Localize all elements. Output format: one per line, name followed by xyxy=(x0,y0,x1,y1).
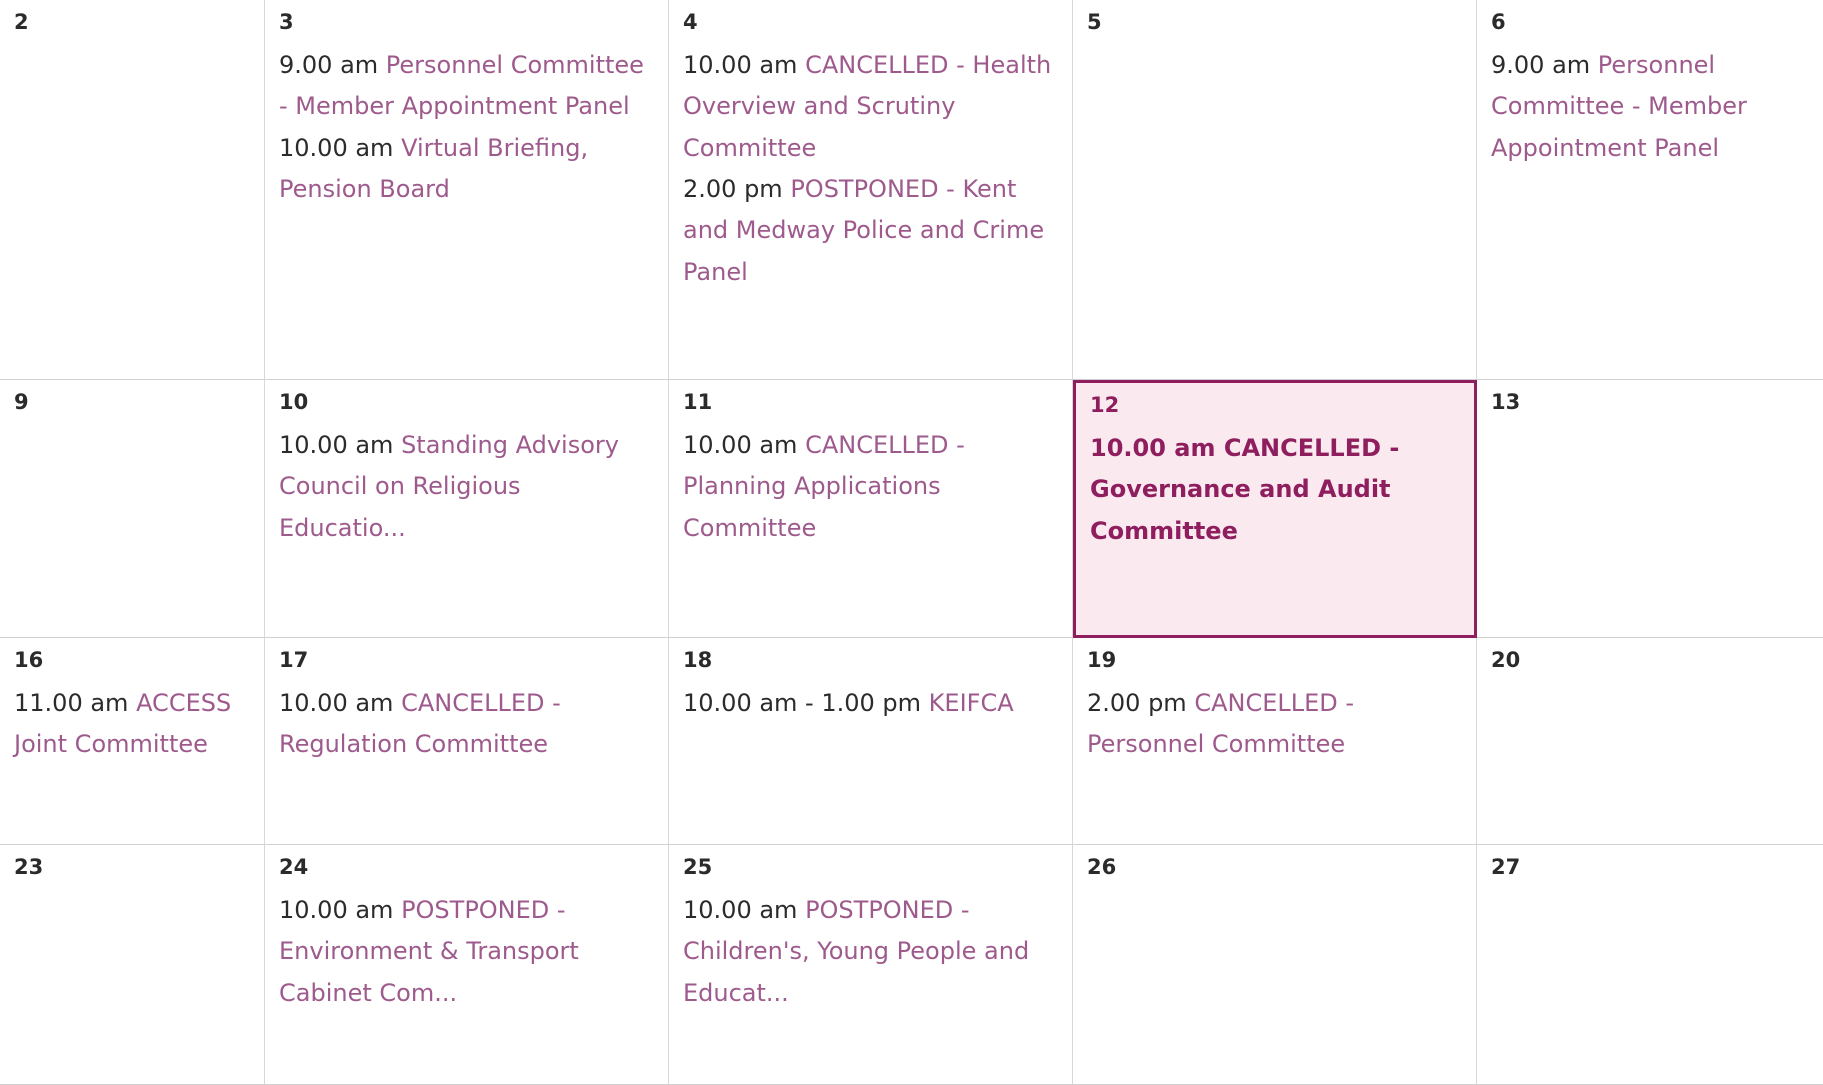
calendar-week-row xyxy=(0,380,1823,638)
calendar-day-cell[interactable] xyxy=(265,638,669,845)
day-number: 11 xyxy=(683,390,713,414)
day-number: 24 xyxy=(279,855,309,879)
calendar-week-row xyxy=(0,845,1823,1085)
event-time: 10.00 am xyxy=(279,896,394,925)
calendar-event[interactable] xyxy=(279,45,654,128)
calendar-event[interactable] xyxy=(279,683,654,766)
event-time: 10.00 am xyxy=(683,896,798,925)
day-number: 13 xyxy=(1491,390,1521,414)
calendar-day-cell[interactable] xyxy=(0,0,265,380)
calendar-event[interactable] xyxy=(683,425,1058,549)
day-events xyxy=(1491,45,1809,169)
event-time: 10.00 am - 1.00 pm xyxy=(683,689,922,718)
day-number: 10 xyxy=(279,390,309,414)
day-events xyxy=(1090,428,1460,552)
event-time: 10.00 am xyxy=(279,133,394,162)
event-title-link[interactable]: Standing Advisory Council on Religious Educatio... xyxy=(279,431,619,542)
day-number: 19 xyxy=(1087,648,1117,672)
calendar-event[interactable] xyxy=(683,169,1058,293)
day-number: 5 xyxy=(1087,10,1102,34)
event-title-link[interactable]: CANCELLED - Personnel Committee xyxy=(1087,689,1355,759)
event-title-link[interactable]: ACCESS Joint Committee xyxy=(14,689,232,759)
calendar-day-cell[interactable] xyxy=(1477,845,1823,1085)
calendar-event[interactable] xyxy=(683,890,1058,1014)
calendar-day-cell[interactable] xyxy=(669,0,1073,380)
day-number: 27 xyxy=(1491,855,1521,879)
event-title-link[interactable]: POSTPONED - Children's, Young People and Educat... xyxy=(683,896,1030,1007)
day-number: 16 xyxy=(14,648,44,672)
event-title-link[interactable]: POSTPONED - Kent and Medway Police and Crime Panel xyxy=(683,174,1045,286)
day-events xyxy=(683,45,1058,293)
day-events xyxy=(279,890,654,1014)
event-time: 2.00 pm xyxy=(683,174,783,203)
calendar-day-cell[interactable] xyxy=(1477,638,1823,845)
event-time: 9.00 am xyxy=(1491,51,1591,80)
event-time: 2.00 pm xyxy=(1087,689,1187,718)
calendar-event[interactable] xyxy=(279,425,654,549)
calendar-day-cell[interactable] xyxy=(1073,0,1477,380)
day-events xyxy=(14,683,250,766)
day-number: 26 xyxy=(1087,855,1117,879)
day-number: 9 xyxy=(14,390,29,414)
event-time: 10.00 am xyxy=(683,51,798,80)
event-time: 10.00 am xyxy=(279,431,394,460)
event-title-link[interactable]: CANCELLED - Planning Applications Committee xyxy=(683,431,965,542)
day-number: 18 xyxy=(683,648,713,672)
event-title-link[interactable]: POSTPONED - Environment & Transport Cabinet Com... xyxy=(279,896,579,1007)
calendar-day-cell[interactable] xyxy=(265,380,669,638)
day-number: 17 xyxy=(279,648,309,672)
calendar-day-cell[interactable] xyxy=(0,845,265,1085)
event-time: 10.00 am xyxy=(1090,434,1216,463)
calendar-event[interactable] xyxy=(14,683,250,766)
calendar-week-row xyxy=(0,638,1823,845)
day-events xyxy=(1087,683,1462,766)
calendar-day-cell[interactable] xyxy=(265,0,669,380)
calendar-day-cell[interactable] xyxy=(669,380,1073,638)
calendar-day-cell[interactable] xyxy=(669,638,1073,845)
calendar-day-cell-selected[interactable] xyxy=(1073,380,1477,638)
day-number: 25 xyxy=(683,855,713,879)
calendar-event[interactable] xyxy=(683,683,1058,724)
calendar-day-cell[interactable] xyxy=(0,638,265,845)
calendar-event[interactable] xyxy=(1090,428,1460,552)
calendar-event[interactable] xyxy=(683,45,1058,169)
calendar-week-row xyxy=(0,0,1823,380)
calendar-day-cell[interactable] xyxy=(0,380,265,638)
event-title-link[interactable]: Personnel Committee - Member Appointment Panel xyxy=(279,51,644,121)
calendar-day-cell[interactable] xyxy=(1073,845,1477,1085)
event-title-link[interactable]: Virtual Briefing, Pension Board xyxy=(279,133,589,203)
day-number: 23 xyxy=(14,855,44,879)
day-events xyxy=(683,425,1058,549)
calendar-event[interactable] xyxy=(1087,683,1462,766)
calendar-day-cell[interactable] xyxy=(669,845,1073,1085)
calendar-day-cell[interactable] xyxy=(265,845,669,1085)
day-number: 20 xyxy=(1491,648,1521,672)
event-title-link[interactable]: KEIFCA xyxy=(928,689,1014,718)
event-time: 10.00 am xyxy=(279,689,394,718)
day-events xyxy=(279,45,654,210)
day-events xyxy=(683,890,1058,1014)
calendar-day-cell[interactable] xyxy=(1477,0,1823,380)
day-number: 3 xyxy=(279,10,294,34)
day-number: 4 xyxy=(683,10,698,34)
event-title-link[interactable]: CANCELLED - Regulation Committee xyxy=(279,689,561,759)
calendar-event[interactable] xyxy=(279,128,654,211)
day-number: 2 xyxy=(14,10,29,34)
event-time: 9.00 am xyxy=(279,51,379,80)
day-number: 6 xyxy=(1491,10,1506,34)
event-title-link[interactable]: CANCELLED - Governance and Audit Committee xyxy=(1090,434,1400,545)
day-events xyxy=(683,683,1058,724)
calendar-event[interactable] xyxy=(279,890,654,1014)
event-time: 11.00 am xyxy=(14,689,129,718)
day-events xyxy=(279,683,654,766)
event-title-link[interactable]: Personnel Committee - Member Appointment Panel xyxy=(1491,51,1747,162)
calendar-event[interactable] xyxy=(1491,45,1809,169)
day-number: 12 xyxy=(1090,393,1120,417)
event-time: 10.00 am xyxy=(683,431,798,460)
day-events xyxy=(279,425,654,549)
calendar-day-cell[interactable] xyxy=(1477,380,1823,638)
event-title-link[interactable]: CANCELLED - Health Overview and Scrutiny Committee xyxy=(683,51,1052,162)
calendar-day-cell[interactable] xyxy=(1073,638,1477,845)
